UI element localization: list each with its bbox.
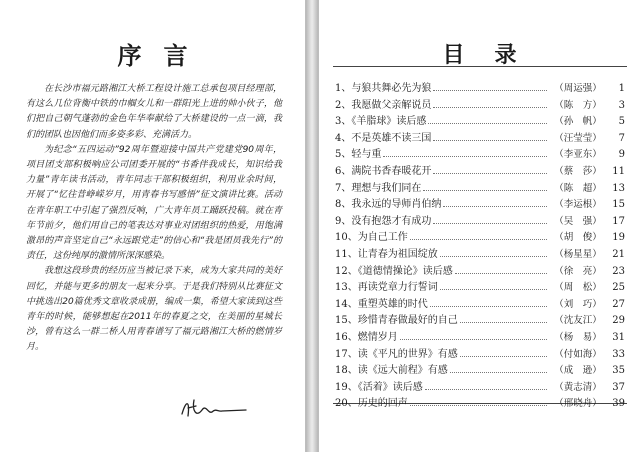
toc-entry[interactable]	[335, 394, 625, 411]
toc-entry-author: （胡 俊）	[554, 232, 602, 244]
toc-entry-page: 39	[612, 398, 625, 410]
toc-leader-dots	[460, 348, 547, 357]
toc-entry-title: 19、《活着》读后感	[335, 381, 423, 393]
toc-entry-author: （孙 帆）	[554, 116, 602, 128]
toc-entry[interactable]	[335, 378, 625, 395]
toc-entry-author: （李运根）	[554, 199, 602, 211]
toc-entry[interactable]	[335, 345, 625, 362]
toc-entry-page: 31	[612, 332, 625, 343]
toc-title: 目录	[442, 42, 547, 68]
toc-entry-title: 3、《羊脂球》读后感	[335, 116, 427, 128]
toc-leader-dots	[450, 364, 547, 373]
toc-entry-title: 20、历史的回声	[335, 398, 408, 410]
toc-entry[interactable]	[335, 278, 625, 295]
toc-leader-dots	[460, 314, 547, 323]
toc-entry-page: 37	[612, 381, 625, 393]
toc-entry-title: 2、我愿做父亲解说员	[335, 99, 432, 111]
toc-entry-title: 1、与狼共舞必先为狼	[335, 83, 432, 94]
toc-leader-dots	[383, 148, 547, 157]
toc-entry-page: 7	[618, 132, 625, 144]
toc-entry[interactable]	[335, 262, 625, 279]
toc-entry-page: 27	[612, 298, 625, 310]
toc-leader-dots	[433, 82, 547, 91]
toc-entry-page: 11	[612, 166, 625, 177]
toc-entry-author: （杨星星）	[554, 249, 602, 260]
toc-entry-author: （付如海）	[554, 348, 602, 360]
toc-entry-page: 29	[612, 315, 625, 327]
book-gutter	[306, 0, 318, 452]
toc-entry-page: 19	[612, 232, 625, 244]
toc-entry-title: 10、为自己工作	[335, 232, 408, 244]
toc-entry[interactable]	[335, 96, 625, 113]
toc-entry-author: （陈 超）	[554, 182, 602, 194]
toc-entry-title: 5、轻与重	[335, 149, 382, 161]
toc-entry-title: 6、满院书香春暖花开	[335, 166, 432, 177]
toc-entry-title: 9、没有抱怨才有成功	[335, 215, 432, 227]
toc-entry-title: 16、燃情岁月	[335, 332, 398, 343]
toc-entry-page: 23	[612, 265, 625, 277]
toc-entry[interactable]	[335, 129, 625, 146]
toc-entry-title: 7、理想与我们同在	[335, 182, 422, 194]
toc-entry[interactable]	[335, 245, 625, 262]
toc-leader-dots	[410, 397, 547, 406]
toc-leader-dots	[443, 198, 547, 207]
toc-leader-dots	[425, 381, 547, 390]
toc-entry-title: 11、让青春为祖国绽放	[335, 249, 438, 260]
preface-page	[0, 0, 306, 452]
toc-entry-title: 4、不是英雄不读三国	[335, 132, 432, 144]
preface-paragraph-3: 我想这段珍贵的经历应当被记录下来，成为大家共同的美好回忆，并能与更多的朋友一起来分享。于是我们特别从比赛征文中挑选出20篇优秀文章收录成册，编成一集，希望大家读到这些青年的时候，能够想起在2011年的春夏之交，在美丽的星城长沙，曾有这么一群二桥人用青春谱写了福元路湘江大桥的燃情岁月。	[26, 266, 282, 353]
toc-entry[interactable]	[335, 162, 625, 179]
toc-entry-page: 13	[612, 182, 625, 194]
toc-entry[interactable]	[335, 112, 625, 129]
toc-leader-dots	[400, 331, 547, 340]
toc-entry[interactable]	[335, 295, 625, 312]
toc-entry-author: （邢晓舟）	[554, 398, 602, 410]
toc-entry[interactable]	[335, 179, 625, 196]
toc-leader-dots	[428, 115, 547, 124]
toc-leader-dots	[433, 132, 547, 141]
toc-leader-dots	[433, 99, 547, 108]
preface-paragraph-1: 在长沙市福元路湘江大桥工程设计施工总承包项目经理部，有这么几位背衡中铁的巾帼女儿和一群阳光上进的帅小伙子，他们把自己朝气蓬勃的金色年华奉献给了大桥建设的一点一滴，我们的团队也因他们而多姿多彩、充满活力。	[26, 84, 282, 140]
toc-entry-title: 18、读《远大前程》有感	[335, 365, 448, 377]
toc-entry-page: 21	[612, 249, 625, 260]
toc-leader-dots	[433, 215, 547, 224]
toc-entry[interactable]	[335, 212, 625, 229]
toc-entry-title: 14、重塑英雄的时代	[335, 298, 428, 310]
toc-entry[interactable]	[335, 228, 625, 245]
preface-paragraph-2: 为纪念“五四运动”92周年暨迎接中国共产党建党90周年，项目团支部积极响应公司团委开展的“书香伴我成长，知识给我力量”青年读书活动，青年同志干部积极组织，利用业余时间，开展了“忆往昔峥嵘岁月，用青春书写感悟”征文演讲比赛。活动在青年职工中引起了强烈反响，广大青年员工踊跃投稿。就在青年节前夕，他们用自己的笔表达对事业对团组织的热爱，用饱满激昂的声音坚定自己“永远跟党走”的信心和“我是团员我先行”的责任，这份纯厚的激情所深深感染。	[26, 144, 282, 262]
toc-entry-page: 5	[618, 116, 625, 128]
toc-entry-title: 17、读《平凡的世界》有感	[335, 348, 458, 360]
toc-entry[interactable]	[335, 311, 625, 328]
preface-title: 序言	[117, 41, 210, 70]
toc-entry-title: 13、再读党章力行誓词	[335, 282, 438, 294]
toc-entry[interactable]	[335, 328, 625, 345]
toc-leader-dots	[423, 182, 547, 191]
toc-entry[interactable]	[335, 145, 625, 162]
toc-entry-page: 9	[618, 149, 625, 161]
toc-entry-page: 15	[612, 199, 625, 211]
toc-entry[interactable]	[335, 79, 625, 96]
toc-entry-author: （刘 巧）	[554, 298, 602, 310]
toc-entry-page: 25	[612, 282, 625, 294]
toc-leader-dots	[440, 281, 547, 290]
toc-entry-author: （沈友江）	[554, 315, 602, 327]
toc-entry[interactable]	[335, 195, 625, 212]
toc-entry-author: （杨 易）	[554, 332, 602, 343]
toc-entry-page: 35	[612, 365, 625, 377]
toc-entry-author: （吴 强）	[554, 215, 602, 227]
toc-page	[318, 0, 640, 452]
toc-leader-dots	[433, 165, 547, 174]
toc-entry-author: （黄志清）	[554, 381, 602, 393]
toc-entry-title: 12、《道德情操论》读后感	[335, 265, 453, 277]
toc-leader-dots	[410, 231, 547, 240]
toc-entry-page: 3	[618, 99, 625, 111]
toc-entry-page: 17	[612, 215, 625, 227]
toc-entry-author: （蔡 莎）	[554, 166, 602, 177]
toc-entry-author: （徐 亮）	[554, 265, 602, 277]
toc-entry-author: （成 逊）	[554, 365, 602, 377]
toc-entry-page: 1	[618, 83, 625, 94]
toc-entry-author: （周 松）	[554, 282, 602, 294]
toc-leader-dots	[440, 248, 547, 257]
handwritten-signature	[178, 396, 250, 422]
toc-entry-author: （陈 方）	[554, 99, 602, 111]
preface-body	[26, 82, 282, 356]
toc-leader-dots	[455, 265, 547, 274]
toc-entry[interactable]	[335, 361, 625, 378]
toc-entry-author: （汪莹莹）	[554, 132, 602, 144]
toc-entry-author: （李亚东）	[554, 149, 602, 161]
toc-entry-author: （周运强）	[554, 83, 602, 94]
toc-entry-title: 8、我永远的导师肖伯纳	[335, 199, 442, 211]
toc-entry-page: 33	[612, 348, 625, 360]
toc-entry-title: 15、珍惜青春做最好的自己	[335, 315, 458, 327]
toc-leader-dots	[430, 298, 547, 307]
